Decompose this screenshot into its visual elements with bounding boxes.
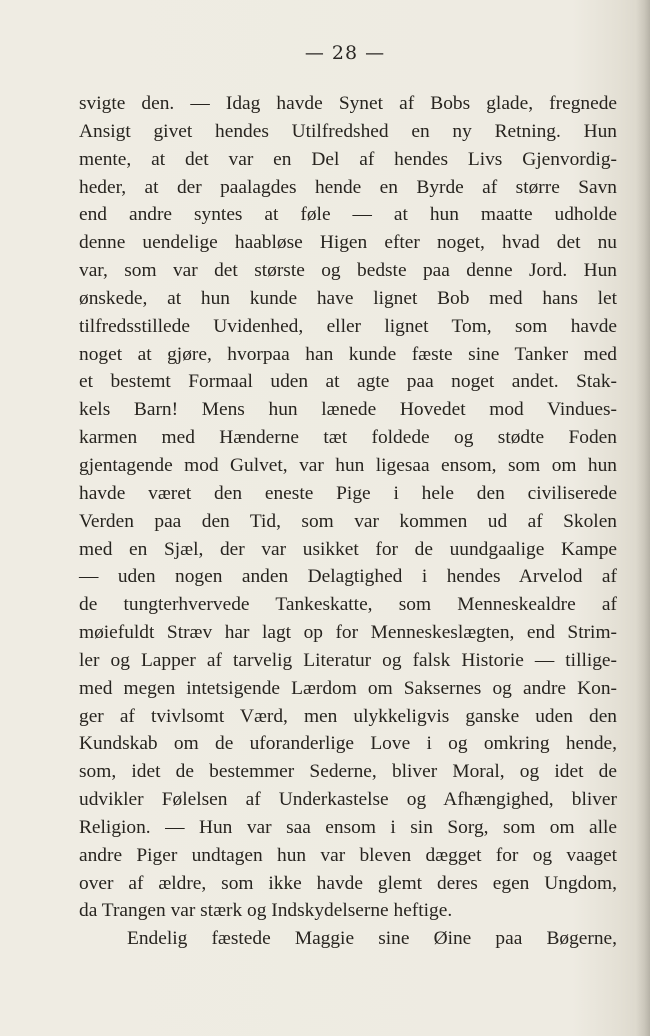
text-line: møiefuldt Stræv har lagt op for Menneskeslægten, end Strim- <box>79 622 617 644</box>
text-line: denne uendelige haabløse Higen efter noget, hvad det nu <box>79 232 617 254</box>
text-line: — uden nogen anden Delagtighed i hendes Arvelod af <box>79 566 617 588</box>
text-line: end andre syntes at føle — at hun maatte udholde <box>79 204 617 226</box>
text-line: karmen med Hænderne tæt foldede og stødte Foden <box>79 427 617 449</box>
text-line: andre Piger undtagen hun var bleven dægget for og vaaget <box>79 844 617 866</box>
page-edge-shadow <box>636 0 650 1036</box>
text-line: noget at gjøre, hvorpaa han kunde fæste sine Tanker med <box>79 343 617 365</box>
body-text <box>79 90 617 953</box>
text-line: svigte den. — Idag havde Synet af Bobs glade, fregnede <box>79 93 617 114</box>
text-line: tilfredsstillede Uvidenhed, eller lignet Tom, som havde <box>79 315 617 337</box>
text-line: de tungterhvervede Tankeskatte, som Menneskealdre af <box>79 594 617 616</box>
text-line: som, idet de bestemmer Sederne, bliver Moral, og idet de <box>79 761 617 783</box>
text-line: udvikler Følelsen af Underkastelse og Afhængighed, bliver <box>79 789 617 811</box>
text-line: mente, at det var en Del af hendes Livs Gjenvordig- <box>79 148 617 170</box>
text-line: ønskede, at hun kunde have lignet Bob med hans let <box>79 287 617 309</box>
text-line: Kundskab om de uforanderlige Love i og omkring hende, <box>79 733 617 755</box>
text-line: Verden paa den Tid, som var kommen ud af Skolen <box>79 510 617 532</box>
text-line: med en Sjæl, der var usikket for de uundgaalige Kampe <box>79 538 617 560</box>
text-line: ger af tvivlsomt Værd, men ulykkeligvis ganske uden den <box>79 705 617 727</box>
text-line: gjentagende mod Gulvet, var hun ligesaa ensom, som om hun <box>79 454 617 476</box>
page-number: — 28 — <box>304 42 386 64</box>
text-line: over af ældre, som ikke havde glemt deres egen Ungdom, <box>79 872 617 894</box>
text-line: kels Barn! Mens hun lænede Hovedet mod Vindues- <box>79 399 617 421</box>
text-line: var, som var det største og bedste paa denne Jord. Hun <box>79 260 617 282</box>
text-line: ler og Lapper af tarvelig Literatur og falsk Historie — tillige- <box>79 649 617 671</box>
text-line: Ansigt givet hendes Utilfredshed en ny Retning. Hun <box>79 120 617 142</box>
text-line: da Trangen var stærk og Indskydelserne heftige. <box>79 900 453 922</box>
text-line: havde været den eneste Pige i hele den civiliserede <box>79 482 617 504</box>
text-line: Endelig fæstede Maggie sine Øine paa Bøgerne, <box>127 928 617 950</box>
text-line: heder, at der paalagdes hende en Byrde af større Savn <box>79 176 617 198</box>
text-line: et bestemt Formaal uden at agte paa noget andet. Stak- <box>79 371 617 393</box>
text-line: Religion. — Hun var saa ensom i sin Sorg, som om alle <box>79 816 617 838</box>
text-line: med megen intetsigende Lærdom om Saksernes og andre Kon- <box>79 677 617 699</box>
